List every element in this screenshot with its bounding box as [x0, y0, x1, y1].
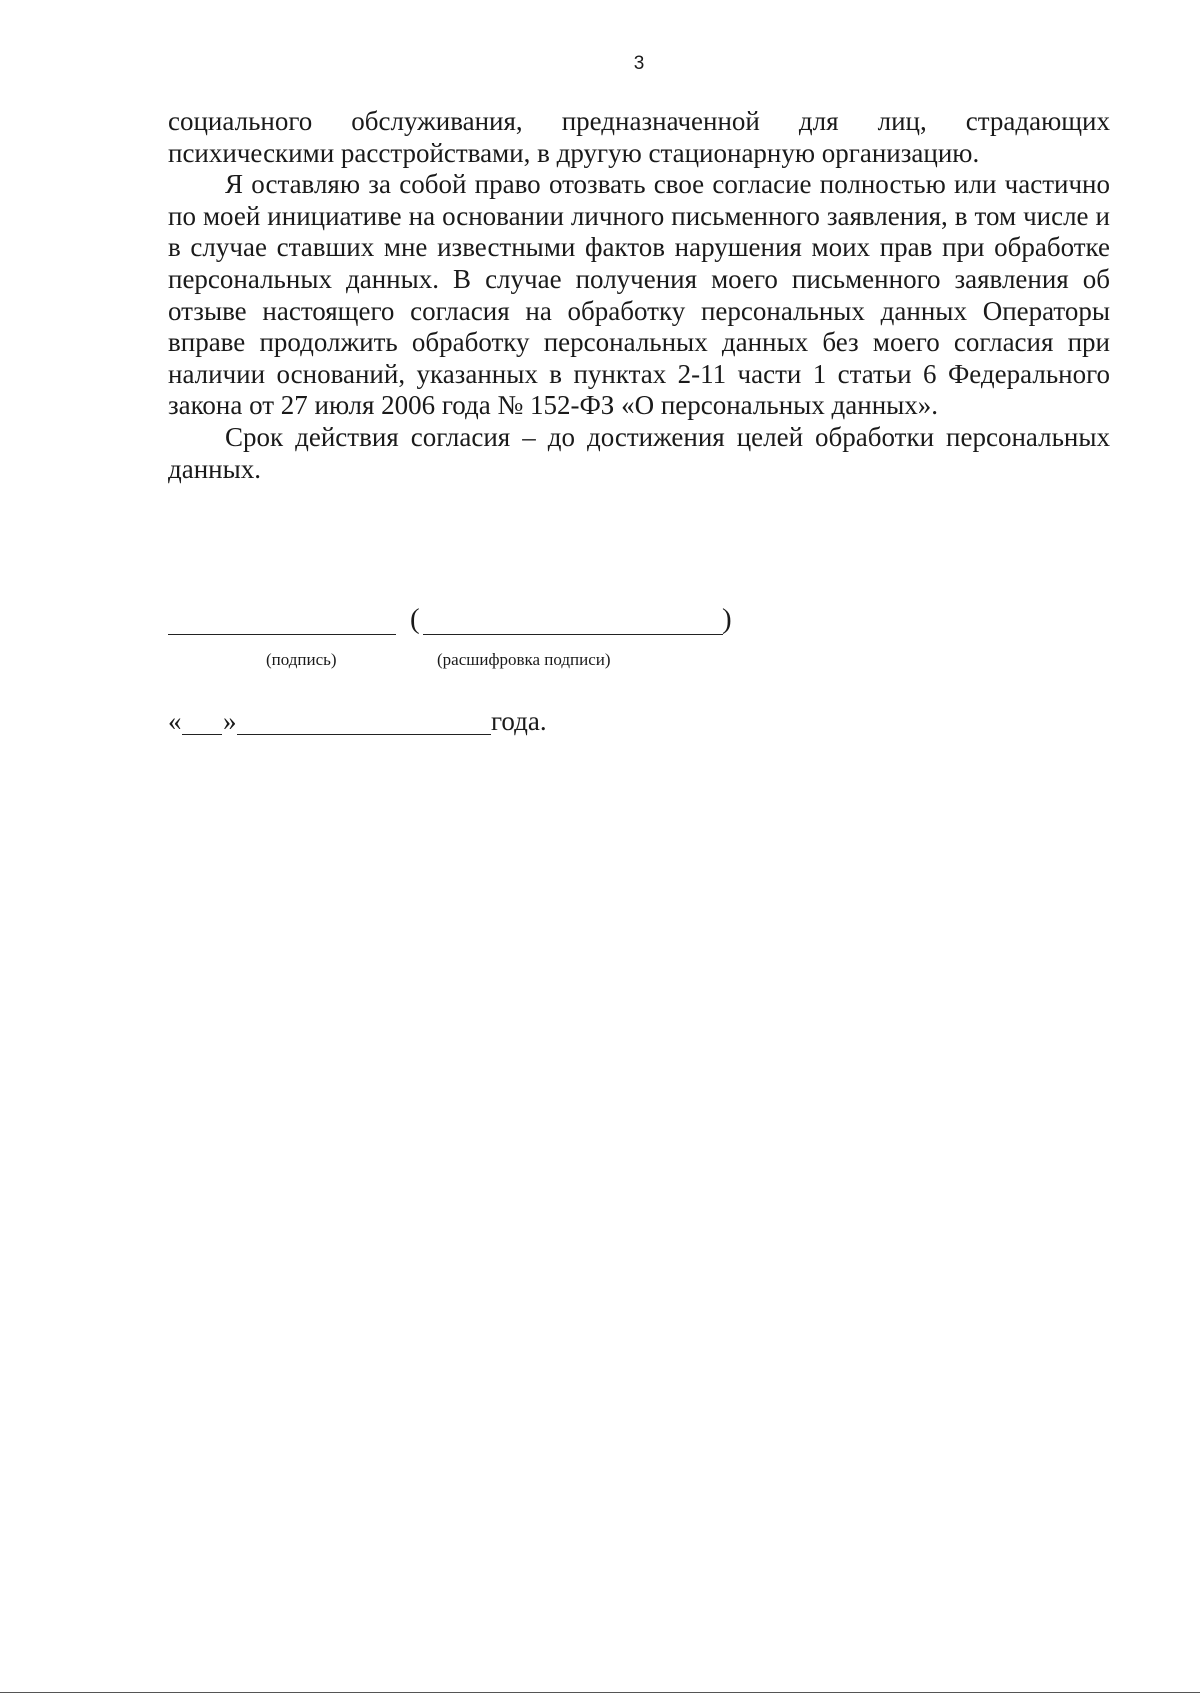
- date-year-suffix: года.: [491, 706, 547, 736]
- scan-edge-divider: [0, 1692, 1200, 1693]
- date-close-quote: »: [223, 706, 237, 736]
- signature-caption: (подпись): [266, 650, 337, 669]
- decoding-open-paren: (: [410, 603, 420, 635]
- signature-decoding-line[interactable]: [423, 634, 723, 635]
- decoding-close-paren: ): [722, 603, 732, 635]
- paragraph-continuation: социального обслуживания, предназначенной для лиц, страдающих психическими расстройствами, в другую стационарную организацию.: [168, 106, 1110, 168]
- body-text: [168, 106, 1110, 485]
- date-month-line[interactable]: [237, 734, 491, 735]
- signature-decoding-caption: (расшифровка подписи): [437, 650, 611, 669]
- date-open-quote: «: [168, 706, 182, 736]
- date-day-line[interactable]: [182, 734, 222, 735]
- paragraph-withdrawal-right: Я оставляю за собой право отозвать свое согласие полностью или частично по моей инициативе на основании личного письменного заявления, в том числе и в случае ставших мне известными фактов нарушения моих прав при обработке персональных данных. В случае получения моего письменного заявления об отзыве настоящего согласия на обработку персональных данных Операторы вправе продолжить обработку персональных данных без моего согласия при наличии оснований, указанных в пунктах 2-11 части 1 статьи 6 Федерального закона от 27 июля 2006 года № 152-ФЗ «О персональных данных».: [168, 169, 1110, 421]
- signature-line[interactable]: [168, 634, 396, 635]
- paragraph-validity-period: Срок действия согласия – до достижения целей обработки персональных данных.: [168, 421, 1110, 484]
- page-number: 3: [633, 53, 645, 74]
